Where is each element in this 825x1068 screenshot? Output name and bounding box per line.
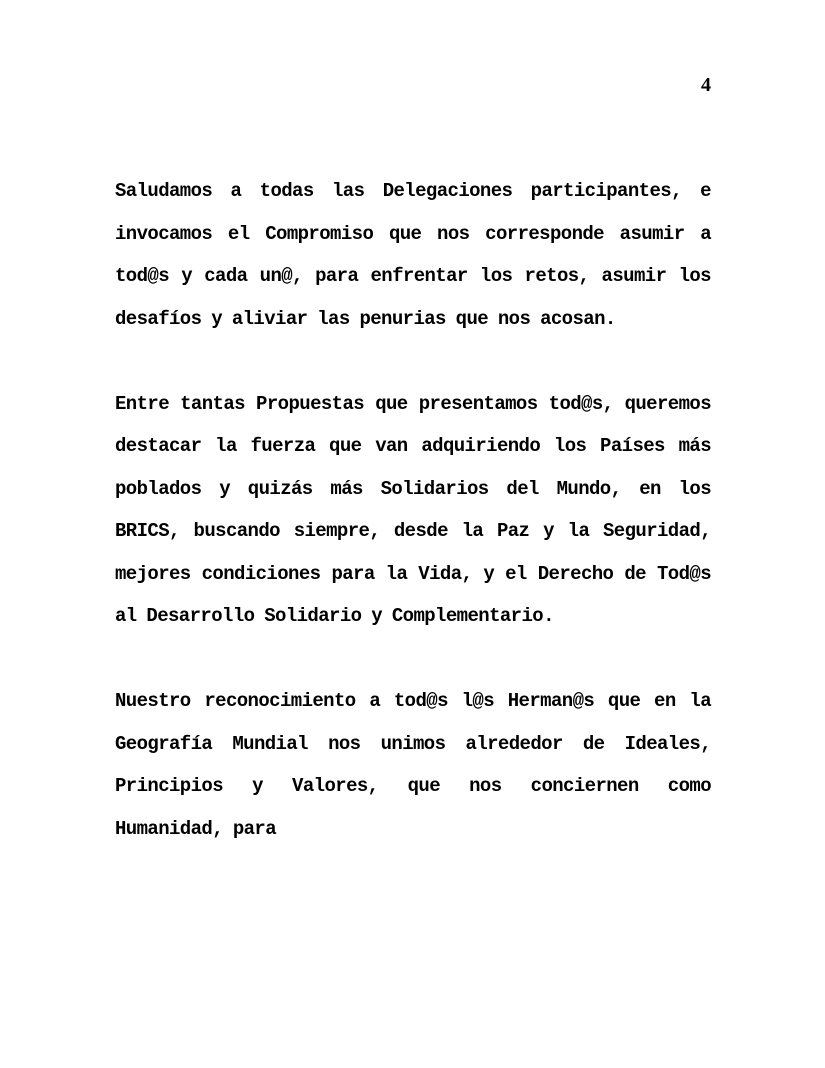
paragraph-recognition: Nuestro reconocimiento a tod@s l@s Herman@s que en la Geografía Mundial nos unimos alrededor de Ideales, Principios y Valores, que nos conciernen como Humanidad, para xyxy=(115,690,711,840)
paragraph-brics: Entre tantas Propuestas que presentamos tod@s, queremos destacar la fuerza que van adquiriendo los Países más poblados y quizás más Solidarios del Mundo, en los BRICS, buscando siempre, desde la Paz y la Seguridad, mejores condiciones para la Vida, y el Derecho de Tod@s al Desarrollo Solidario y Complementario. xyxy=(115,392,711,627)
page-number: 4 xyxy=(701,74,711,96)
document-body xyxy=(115,170,711,850)
paragraph-greeting: Saludamos a todas las Delegaciones participantes, e invocamos el Compromiso que nos corresponde asumir a tod@s y cada un@, para enfrentar los retos, asumir los desafíos y aliviar las penurias que nos acosan. xyxy=(115,180,711,330)
